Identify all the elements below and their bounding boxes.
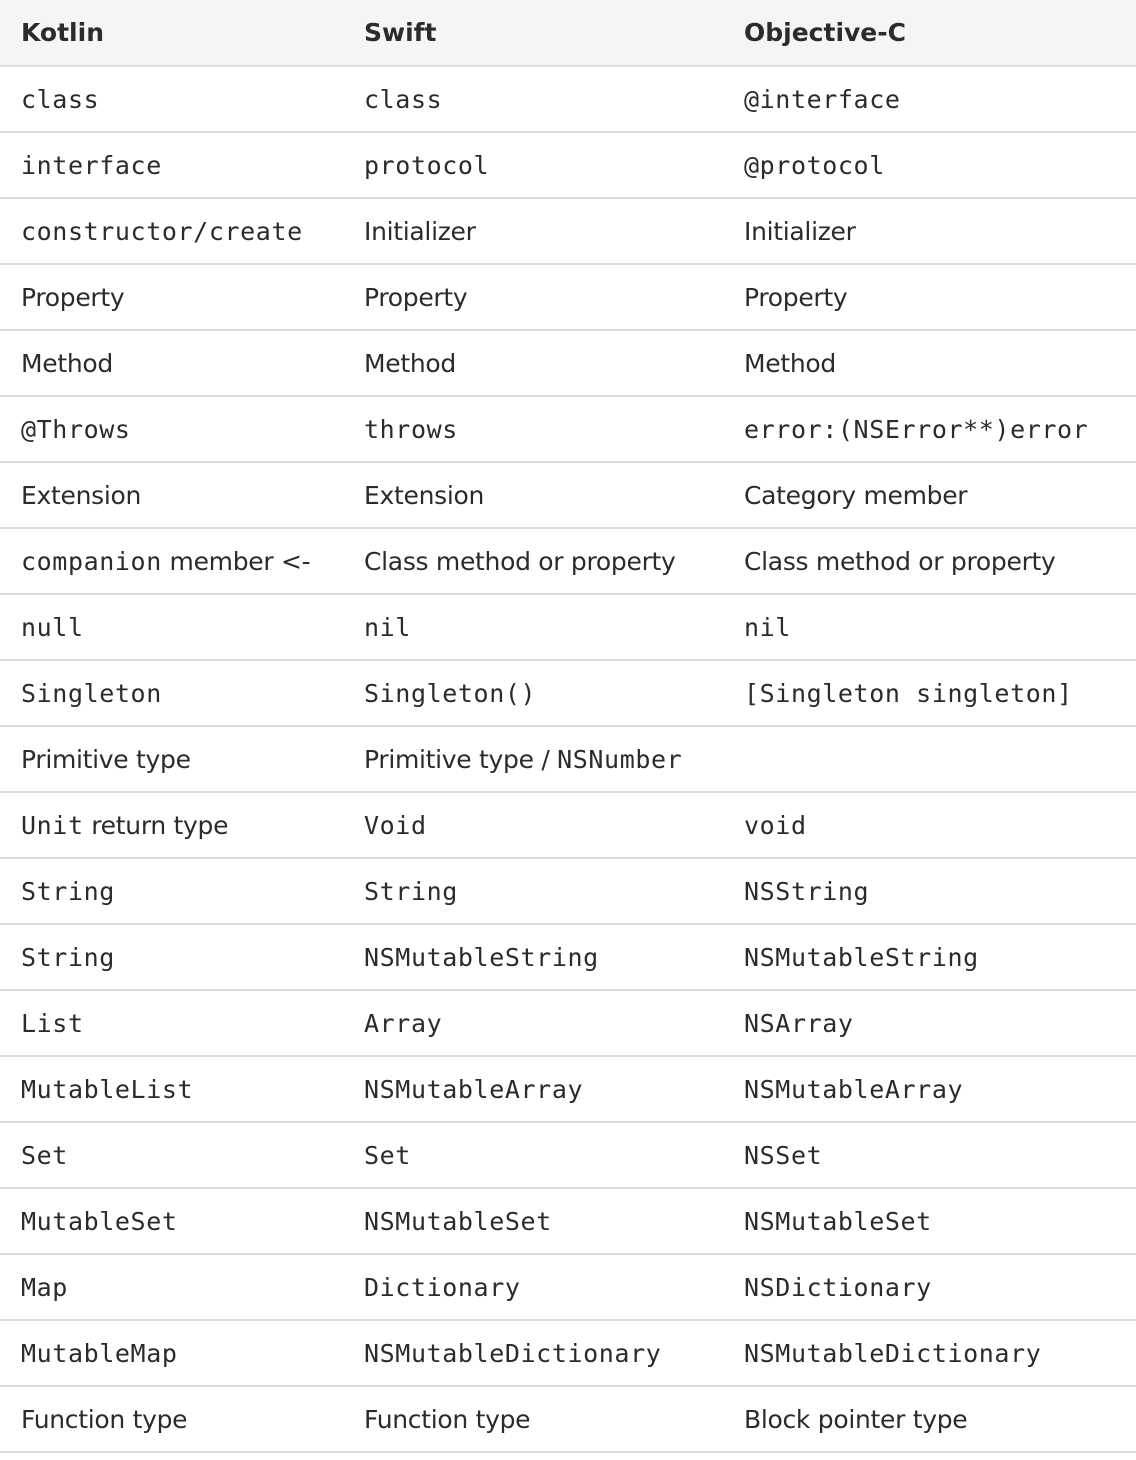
plain-text: Extension (364, 480, 485, 510)
cell-kotlin (0, 396, 343, 462)
cell-kotlin (0, 924, 343, 990)
code-text: NSNumber (557, 744, 683, 774)
cell-objective-c (723, 990, 1136, 1056)
code-text: Set (21, 1140, 68, 1170)
plain-text: member <- (161, 546, 311, 576)
cell-kotlin (0, 264, 343, 330)
code-text: class (21, 84, 100, 114)
plain-text: Property (364, 282, 468, 312)
cell-objective-c (723, 132, 1136, 198)
cell-kotlin (0, 330, 343, 396)
cell-swift (343, 132, 723, 198)
header-kotlin: Kotlin (0, 0, 343, 66)
cell-swift (343, 528, 723, 594)
cell-swift (343, 330, 723, 396)
code-text: MutableSet (21, 1206, 178, 1236)
table-body (0, 66, 1136, 1452)
code-text: Void (364, 810, 427, 840)
cell-swift (343, 1320, 723, 1386)
code-text: NSMutableString (364, 942, 599, 972)
code-text: NSArray (744, 1008, 854, 1038)
cell-objective-c (723, 1188, 1136, 1254)
code-text: NSMutableSet (364, 1206, 552, 1236)
cell-swift (343, 792, 723, 858)
cell-kotlin (0, 66, 343, 132)
code-text: NSSet (744, 1140, 823, 1170)
code-text: NSMutableArray (744, 1074, 964, 1104)
cell-objective-c (723, 264, 1136, 330)
code-text: Singleton (21, 678, 162, 708)
code-text: Singleton() (364, 678, 537, 708)
table-row (0, 792, 1136, 858)
cell-kotlin (0, 1188, 343, 1254)
code-text: String (21, 876, 115, 906)
table-row (0, 1056, 1136, 1122)
cell-swift (343, 462, 723, 528)
table-row (0, 1122, 1136, 1188)
cell-objective-c (723, 726, 1136, 792)
plain-text: Method (364, 348, 456, 378)
table-row (0, 924, 1136, 990)
header-objective-c: Objective-C (723, 0, 1136, 66)
code-text: nil (744, 612, 791, 642)
cell-objective-c (723, 1122, 1136, 1188)
cell-objective-c (723, 660, 1136, 726)
table-row (0, 726, 1136, 792)
plain-text: Initializer (744, 216, 856, 246)
code-text: String (364, 876, 458, 906)
code-text: NSMutableDictionary (364, 1338, 662, 1368)
cell-swift (343, 198, 723, 264)
cell-swift (343, 660, 723, 726)
plain-text: Category member (744, 480, 968, 510)
table-header (0, 0, 1136, 66)
cell-kotlin (0, 792, 343, 858)
cell-kotlin (0, 462, 343, 528)
plain-text: Class method or property (364, 546, 676, 576)
code-text: Map (21, 1272, 68, 1302)
plain-text: Method (21, 348, 113, 378)
table-row (0, 1188, 1136, 1254)
cell-swift (343, 726, 723, 792)
cell-objective-c (723, 792, 1136, 858)
cell-swift (343, 924, 723, 990)
code-text: void (744, 810, 807, 840)
table-row (0, 528, 1136, 594)
code-text: Unit (21, 810, 84, 840)
code-text: companion (21, 546, 162, 576)
cell-kotlin (0, 528, 343, 594)
header-swift: Swift (343, 0, 723, 66)
cell-swift (343, 264, 723, 330)
plain-text: Primitive type (21, 744, 191, 774)
code-text: nil (364, 612, 411, 642)
cell-swift (343, 396, 723, 462)
cell-kotlin (0, 1056, 343, 1122)
code-text: NSDictionary (744, 1272, 932, 1302)
table-row (0, 594, 1136, 660)
code-text: Array (364, 1008, 443, 1038)
plain-text: Primitive type / (364, 744, 558, 774)
cell-objective-c (723, 462, 1136, 528)
cell-kotlin (0, 198, 343, 264)
plain-text: Block pointer type (744, 1404, 968, 1434)
code-text: MutableList (21, 1074, 194, 1104)
cell-objective-c (723, 1386, 1136, 1452)
cell-swift (343, 1188, 723, 1254)
plain-text: Property (744, 282, 848, 312)
cell-swift (343, 1254, 723, 1320)
code-text: @protocol (744, 150, 885, 180)
code-text: constructor/create (21, 216, 303, 246)
cell-objective-c (723, 198, 1136, 264)
cell-kotlin (0, 1254, 343, 1320)
code-text: NSMutableSet (744, 1206, 932, 1236)
cell-kotlin (0, 990, 343, 1056)
plain-text: Extension (21, 480, 142, 510)
code-text: NSString (744, 876, 870, 906)
code-text: class (364, 84, 443, 114)
table-row (0, 330, 1136, 396)
cell-objective-c (723, 396, 1136, 462)
plain-text: Method (744, 348, 836, 378)
code-text: Dictionary (364, 1272, 521, 1302)
cell-objective-c (723, 330, 1136, 396)
table-row (0, 462, 1136, 528)
code-text: @interface (744, 84, 901, 114)
cell-kotlin (0, 132, 343, 198)
table-row (0, 1320, 1136, 1386)
code-text: null (21, 612, 84, 642)
code-text: NSMutableString (744, 942, 979, 972)
table-row (0, 858, 1136, 924)
cell-swift (343, 1386, 723, 1452)
code-text: NSMutableArray (364, 1074, 584, 1104)
header-row (0, 0, 1136, 66)
cell-objective-c (723, 1320, 1136, 1386)
cell-swift (343, 858, 723, 924)
code-text: interface (21, 150, 162, 180)
code-text: NSMutableDictionary (744, 1338, 1042, 1368)
plain-text: Initializer (364, 216, 476, 246)
cell-kotlin (0, 858, 343, 924)
code-text: error:(NSError**)error (744, 414, 1089, 444)
table-row (0, 660, 1136, 726)
plain-text: Function type (364, 1404, 531, 1434)
code-text: [Singleton singleton] (744, 678, 1073, 708)
table-row (0, 264, 1136, 330)
cell-swift (343, 66, 723, 132)
cell-swift (343, 1056, 723, 1122)
plain-text: Property (21, 282, 125, 312)
cell-kotlin (0, 1122, 343, 1188)
cell-objective-c (723, 1056, 1136, 1122)
cell-kotlin (0, 1386, 343, 1452)
plain-text: return type (83, 810, 229, 840)
code-text: List (21, 1008, 84, 1038)
cell-swift (343, 1122, 723, 1188)
table-row (0, 1386, 1136, 1452)
code-text: @Throws (21, 414, 131, 444)
code-text: throws (364, 414, 458, 444)
cell-swift (343, 990, 723, 1056)
cell-objective-c (723, 594, 1136, 660)
plain-text: Function type (21, 1404, 188, 1434)
table-row (0, 198, 1136, 264)
table-row (0, 1254, 1136, 1320)
table-row (0, 990, 1136, 1056)
cell-objective-c (723, 1254, 1136, 1320)
code-text: Set (364, 1140, 411, 1170)
cell-kotlin (0, 726, 343, 792)
plain-text: Class method or property (744, 546, 1056, 576)
cell-kotlin (0, 1320, 343, 1386)
cell-objective-c (723, 858, 1136, 924)
cell-objective-c (723, 528, 1136, 594)
code-text: protocol (364, 150, 490, 180)
cell-objective-c (723, 924, 1136, 990)
code-text: String (21, 942, 115, 972)
table-row (0, 396, 1136, 462)
table-row (0, 132, 1136, 198)
code-text: MutableMap (21, 1338, 178, 1368)
cell-kotlin (0, 594, 343, 660)
table-row (0, 66, 1136, 132)
cell-objective-c (723, 66, 1136, 132)
cell-kotlin (0, 660, 343, 726)
cell-swift (343, 594, 723, 660)
